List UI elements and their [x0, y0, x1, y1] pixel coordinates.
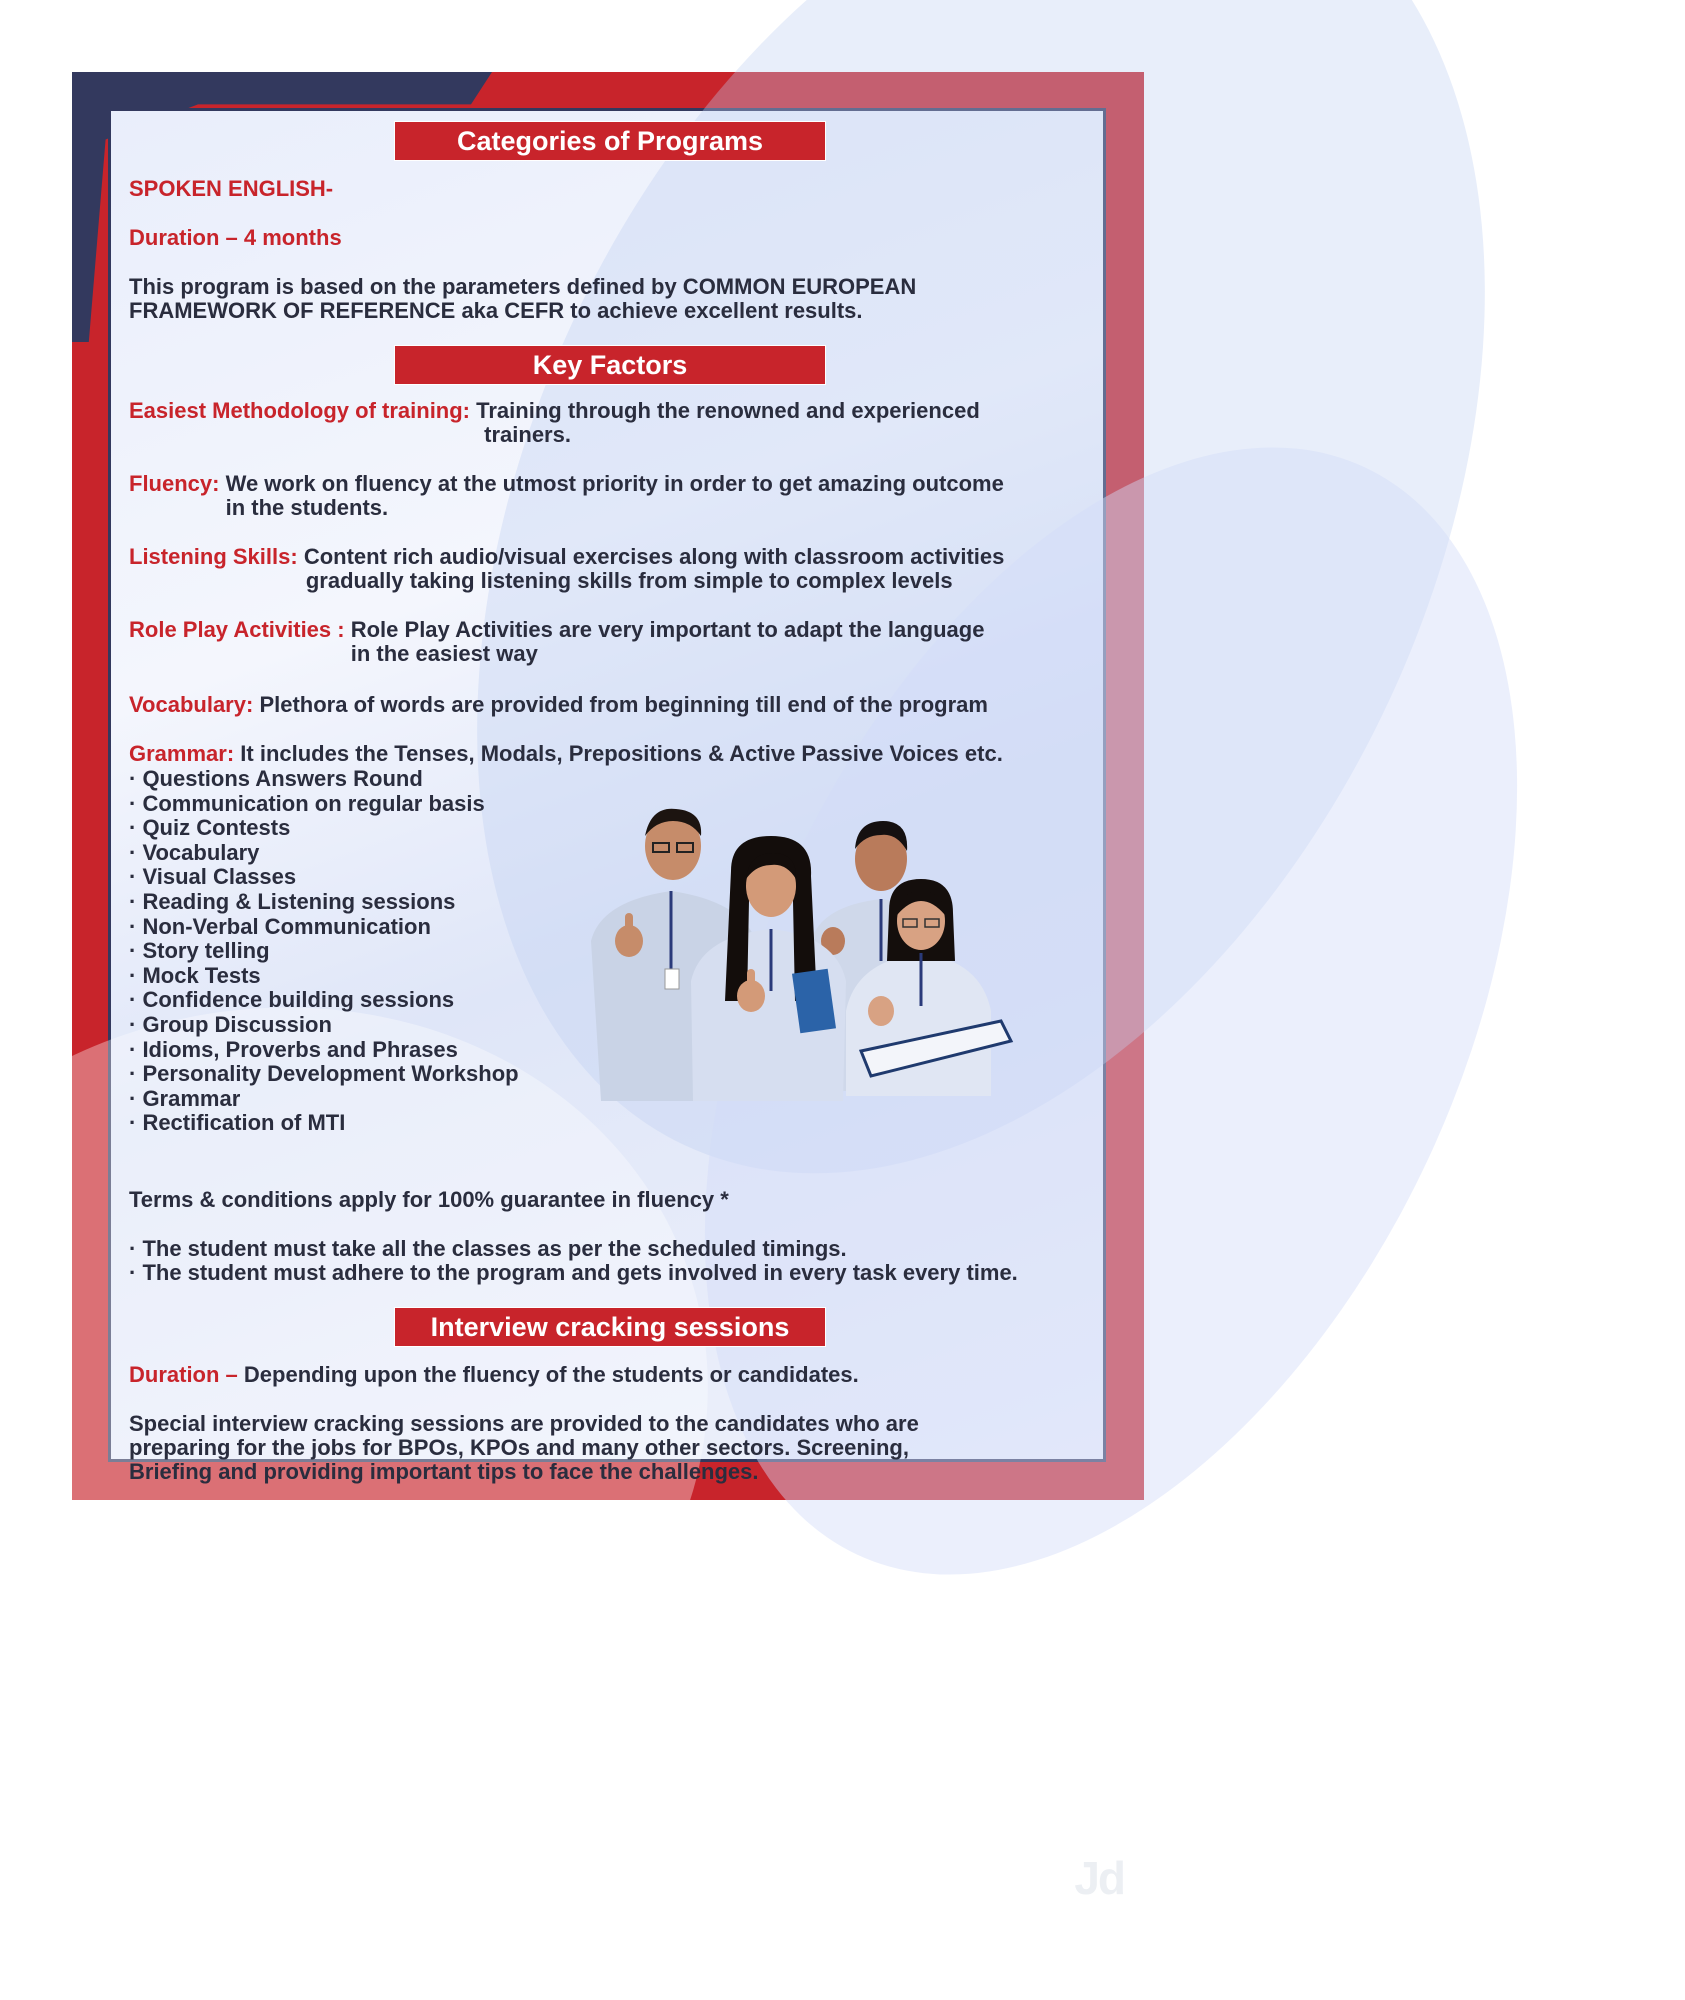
list-item: · Non-Verbal Communication — [129, 913, 431, 939]
spoken-english-title: SPOKEN ENGLISH- — [129, 176, 334, 201]
terms-item: · The student must take all the classes as per the scheduled timings. — [129, 1236, 847, 1261]
spoken-desc-line2: FRAMEWORK OF REFERENCE aka CEFR to achieve excellent results. — [129, 298, 863, 323]
factor-text: in the students. — [225, 495, 389, 520]
list-item: · Group Discussion — [129, 1011, 332, 1037]
list-item: · Questions Answers Round — [129, 766, 423, 791]
factor-vocabulary — [129, 693, 988, 717]
categories-heading: Categories of Programs — [394, 121, 826, 161]
interview-desc-line: Briefing and providing important tips to face the challenges. — [129, 1459, 759, 1484]
list-item: · Visual Classes — [129, 864, 297, 890]
list-item: · Story telling — [129, 938, 270, 964]
interview-duration — [129, 1363, 859, 1387]
factor-label: Vocabulary: — [129, 692, 254, 717]
interview-heading: Interview cracking sessions — [394, 1307, 826, 1347]
factor-text: trainers. — [484, 422, 571, 447]
list-item: · Personality Development Workshop — [129, 1061, 519, 1087]
watermark-logo: Jd — [1074, 1852, 1124, 1904]
list-item: · Mock Tests — [129, 962, 261, 988]
factor-roleplay — [129, 618, 984, 666]
factor-label: Easiest Methodology of training: — [129, 398, 471, 423]
factor-label: Listening Skills: — [129, 544, 298, 569]
factor-text: We work on fluency at the utmost priority in order to get amazing outcome — [225, 471, 1004, 496]
duration-text: Depending upon the fluency of the students or candidates. — [243, 1362, 859, 1387]
interview-desc-line: preparing for the jobs for BPOs, KPOs and many other sectors. Screening, — [129, 1435, 909, 1460]
factor-text: gradually taking listening skills from simple to complex levels — [305, 568, 953, 593]
key-factors-heading: Key Factors — [394, 345, 826, 385]
terms-item: · The student must adhere to the program and gets involved in every task every time. — [129, 1260, 1018, 1285]
list-item: · Communication on regular basis — [129, 790, 485, 816]
factor-fluency — [129, 472, 1004, 520]
student-figure — [691, 836, 846, 1101]
spoken-duration: Duration – 4 months — [129, 225, 342, 250]
list-item: · Rectification of MTI — [129, 1110, 346, 1136]
terms-title: Terms & conditions apply for 100% guarantee in fluency * — [129, 1187, 729, 1212]
interview-desc-line: Special interview cracking sessions are provided to the candidates who are — [129, 1411, 919, 1436]
factor-text: Content rich audio/visual exercises along with classroom activities — [303, 544, 1005, 569]
factor-text: Role Play Activities are very important to adapt the language — [350, 617, 985, 642]
factor-label: Grammar: — [129, 741, 235, 766]
factor-text: It includes the Tenses, Modals, Prepositions & Active Passive Voices etc. — [240, 741, 1003, 766]
activities-list — [129, 767, 519, 1136]
factor-text: Plethora of words are provided from beginning till end of the program — [259, 692, 988, 717]
content-panel — [108, 108, 1106, 1484]
factor-text: Training through the renowned and experienced — [476, 398, 980, 423]
list-item: · Vocabulary — [129, 839, 260, 865]
list-item: · Confidence building sessions — [129, 987, 455, 1013]
factor-listening — [129, 545, 1004, 593]
list-item: · Reading & Listening sessions — [129, 888, 456, 914]
factor-grammar — [129, 742, 1003, 766]
students-photo — [581, 791, 1061, 1101]
factor-label: Fluency: — [129, 471, 220, 496]
list-item: · Grammar — [129, 1085, 241, 1111]
factor-methodology — [129, 399, 980, 447]
factor-label: Role Play Activities : — [129, 617, 345, 642]
duration-label: Duration – — [129, 1362, 238, 1387]
list-item: · Idioms, Proverbs and Phrases — [129, 1036, 458, 1062]
poster-frame — [72, 72, 1144, 1500]
spoken-desc-line1: This program is based on the parameters defined by COMMON EUROPEAN — [129, 274, 917, 299]
list-item: · Quiz Contests — [129, 815, 291, 841]
factor-text: in the easiest way — [350, 641, 538, 666]
